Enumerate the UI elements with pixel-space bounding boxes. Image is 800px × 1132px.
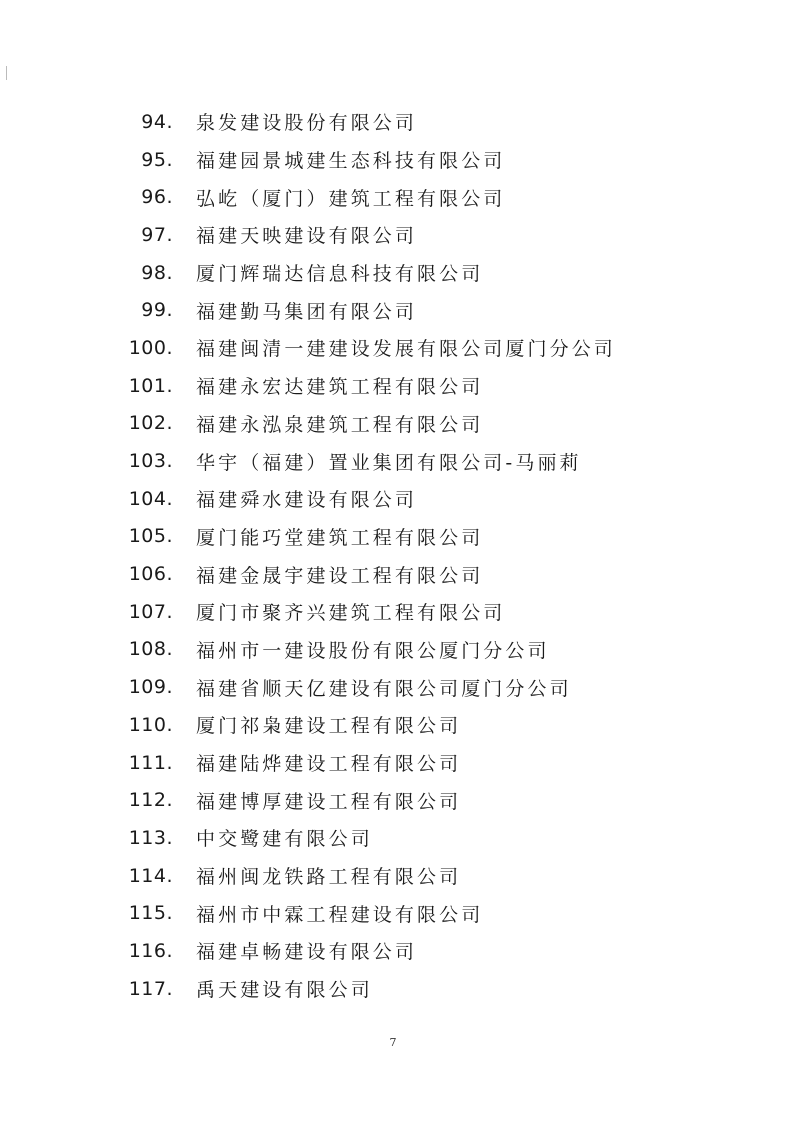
item-number: 117. [128, 977, 173, 1000]
list-item [0, 178, 800, 216]
item-number: 102. [128, 412, 173, 435]
scan-edge-mark [6, 66, 7, 80]
list-item [0, 555, 800, 593]
item-number: 103. [128, 450, 173, 473]
company-name: 福建舜水建设有限公司 [196, 489, 418, 512]
company-name: 弘屹（厦门）建筑工程有限公司 [196, 187, 506, 210]
company-name: 福建闽清一建建设发展有限公司厦门分公司 [196, 338, 616, 361]
company-name: 福建永泓泉建筑工程有限公司 [196, 413, 484, 436]
company-name: 中交鹭建有限公司 [196, 828, 373, 851]
company-name: 福州市中霖工程建设有限公司 [196, 903, 484, 926]
item-number: 116. [128, 939, 173, 962]
item-number: 99. [141, 299, 173, 322]
list-item [0, 970, 800, 1008]
company-name: 福建陆烨建设工程有限公司 [196, 753, 462, 776]
item-number: 94. [141, 110, 173, 133]
item-number: 97. [141, 223, 173, 246]
list-item [0, 254, 800, 292]
list-item [0, 480, 800, 518]
item-number: 107. [128, 600, 173, 623]
list-item [0, 631, 800, 669]
list-item [0, 857, 800, 895]
company-name: 福建园景城建生态科技有限公司 [196, 150, 506, 173]
list-item [0, 103, 800, 141]
list-item [0, 291, 800, 329]
company-name: 福建卓畅建设有限公司 [196, 941, 418, 964]
company-name: 厦门祁枭建设工程有限公司 [196, 715, 462, 738]
list-item [0, 405, 800, 443]
list-item [0, 706, 800, 744]
item-number: 109. [128, 676, 173, 699]
list-item [0, 518, 800, 556]
item-number: 108. [128, 638, 173, 661]
company-name: 厦门能巧堂建筑工程有限公司 [196, 526, 484, 549]
item-number: 95. [141, 148, 173, 171]
company-list [0, 103, 800, 1008]
company-name: 福建永宏达建筑工程有限公司 [196, 376, 484, 399]
list-item [0, 593, 800, 631]
page-number: 7 [389, 1036, 397, 1049]
list-item [0, 367, 800, 405]
list-item [0, 442, 800, 480]
item-number: 106. [128, 563, 173, 586]
item-number: 101. [128, 374, 173, 397]
list-item [0, 819, 800, 857]
list-item [0, 329, 800, 367]
item-number: 98. [141, 261, 173, 284]
company-name: 厦门辉瑞达信息科技有限公司 [196, 263, 484, 286]
item-number: 104. [128, 487, 173, 510]
item-number: 112. [128, 789, 173, 812]
list-item [0, 781, 800, 819]
company-name: 泉发建设股份有限公司 [196, 112, 418, 135]
company-name: 福州市一建设股份有限公厦门分公司 [196, 639, 550, 662]
company-name: 福建省顺天亿建设有限公司厦门分公司 [196, 677, 572, 700]
company-name: 福建博厚建设工程有限公司 [196, 790, 462, 813]
company-name: 华宇（福建）置业集团有限公司-马丽莉 [196, 451, 582, 474]
item-number: 100. [128, 336, 173, 359]
company-name: 福建勤马集团有限公司 [196, 300, 418, 323]
item-number: 113. [128, 826, 173, 849]
list-item [0, 668, 800, 706]
list-item [0, 932, 800, 970]
company-name: 禹天建设有限公司 [196, 979, 373, 1002]
list-item [0, 141, 800, 179]
item-number: 115. [128, 902, 173, 925]
company-name: 福建天映建设有限公司 [196, 225, 418, 248]
item-number: 114. [128, 864, 173, 887]
company-name: 福州闽龙铁路工程有限公司 [196, 866, 462, 889]
list-item [0, 744, 800, 782]
item-number: 111. [128, 751, 173, 774]
company-name: 厦门市聚齐兴建筑工程有限公司 [196, 602, 506, 625]
list-item [0, 894, 800, 932]
company-name: 福建金晟宇建设工程有限公司 [196, 564, 484, 587]
item-number: 96. [141, 186, 173, 209]
item-number: 105. [128, 525, 173, 548]
item-number: 110. [128, 713, 173, 736]
list-item [0, 216, 800, 254]
